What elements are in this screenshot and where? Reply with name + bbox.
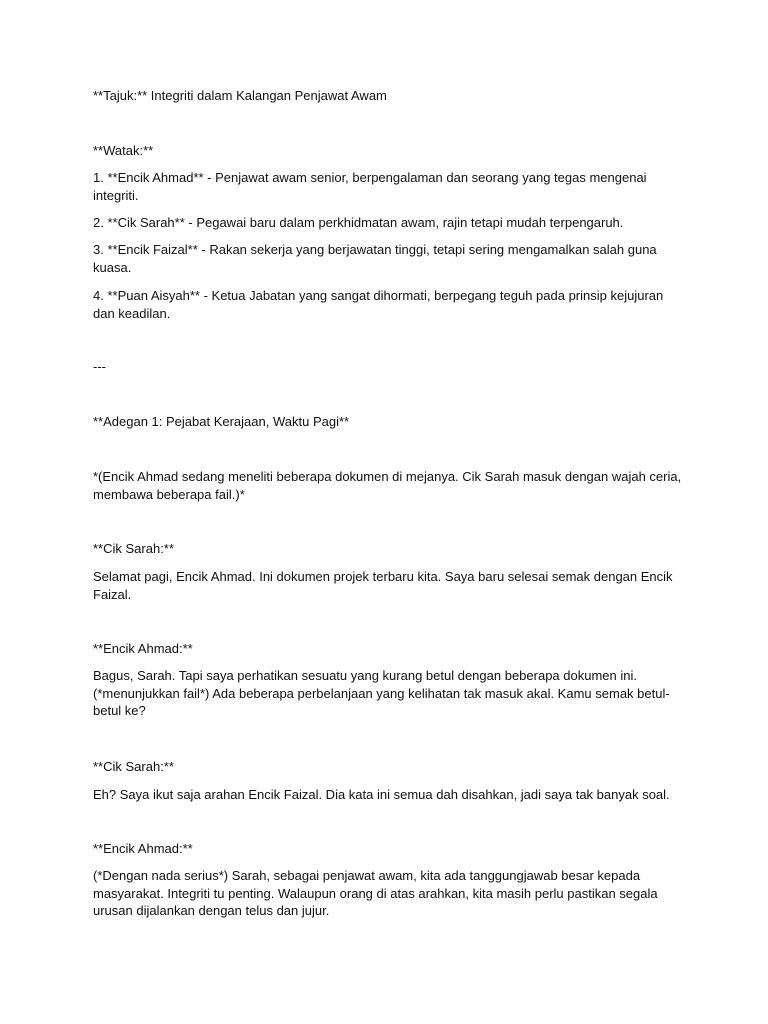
characters-heading: **Watak:**	[93, 143, 154, 158]
scene-heading: **Adegan 1: Pejabat Kerajaan, Waktu Pagi**	[93, 414, 350, 429]
section-separator: ---	[93, 359, 106, 374]
document-title: **Tajuk:** Integriti dalam Kalangan Penjawat Awam	[93, 88, 387, 103]
stage-direction: *(Encik Ahmad sedang meneliti beberapa dokumen di mejanya. Cik Sarah masuk dengan wajah ceria, membawa beberapa fail.)*	[93, 469, 682, 502]
dialogue-line: Selamat pagi, Encik Ahmad. Ini dokumen projek terbaru kita. Saya baru selesai semak dengan Encik Faizal.	[93, 569, 673, 602]
dialogue-speaker: **Encik Ahmad:**	[93, 641, 193, 656]
dialogue-speaker: **Cik Sarah:**	[93, 759, 174, 774]
character-item: 1. **Encik Ahmad** - Penjawat awam senior, berpengalaman dan seorang yang tegas mengenai integriti.	[93, 170, 647, 203]
character-item: 3. **Encik Faizal** - Rakan sekerja yang berjawatan tinggi, tetapi sering mengamalkan salah guna kuasa.	[93, 242, 657, 275]
character-item: 4. **Puan Aisyah** - Ketua Jabatan yang sangat dihormati, berpegang teguh pada prinsip kejujuran dan keadilan.	[93, 288, 664, 321]
dialogue-line: Bagus, Sarah. Tapi saya perhatikan sesuatu yang kurang betul dengan beberapa dokumen ini. (*menunjukkan fail*) Ada beberapa perbelanjaan yang kelihatan tak masuk akal. Kamu semak betul-betul ke?	[93, 668, 670, 718]
character-item: 2. **Cik Sarah** - Pegawai baru dalam perkhidmatan awam, rajin tetapi mudah terpengaruh.	[93, 215, 624, 230]
dialogue-speaker: **Cik Sarah:**	[93, 541, 174, 556]
dialogue-line: Eh? Saya ikut saja arahan Encik Faizal. Dia kata ini semua dah disahkan, jadi saya tak banyak soal.	[93, 787, 670, 802]
dialogue-speaker: **Encik Ahmad:**	[93, 841, 193, 856]
dialogue-line: (*Dengan nada serius*) Sarah, sebagai penjawat awam, kita ada tanggungjawab besar kepada masyarakat. Integriti tu penting. Walaupun orang di atas arahkan, kita masih perlu pastikan segala urusan dijalankan dengan telus dan jujur.	[93, 868, 658, 918]
